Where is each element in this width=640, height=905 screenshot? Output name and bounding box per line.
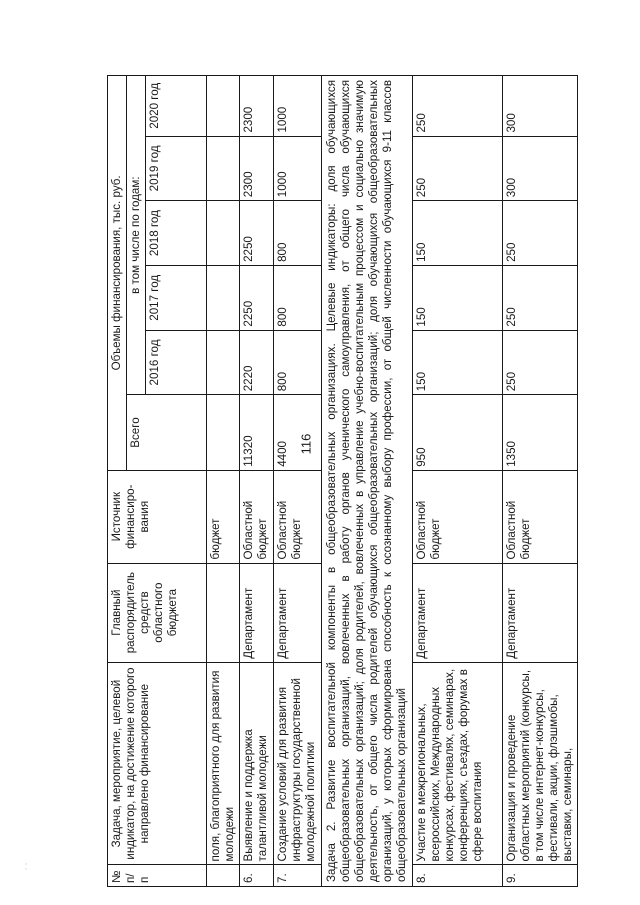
row-2020: 250 <box>413 76 503 137</box>
header-volume: Объемы финансирования, тыс. руб. <box>108 76 127 471</box>
header-year-2018: 2018 год <box>146 201 207 266</box>
row-total: 950 <box>413 395 503 470</box>
row-2020: 1000 <box>274 76 322 137</box>
row-distributor <box>207 563 240 662</box>
row-2018: 800 <box>274 201 322 266</box>
header-num: № п/п <box>108 865 207 887</box>
row-2019: 250 <box>413 136 503 201</box>
row-num <box>207 865 240 887</box>
row-source: Областной бюджет <box>503 470 578 563</box>
row-2018: 150 <box>413 201 503 266</box>
task-2-description: Задача 2. Развитие воспитательной компоненты в общеобразовательных организациях. Целевые индикаторы: доля обучающихся общеобразовательных организаций, вовлеченных в работу органов ученического самоуправления, от общего числа обучающихся общеобразовательных организаций; доля родителей, вовлеченных в управление учебно-воспитательным процессом и социально значимую деятельность, от общего числа родителей обучающихся общеобразовательных организаций; доля обучающихся общеобразовательных организаций, у которых сформирована способность к осознанному выбору профессии, от общей численности обучающихся 9-11 классов общеобразовательных организаций <box>322 76 413 887</box>
row-2019: 300 <box>503 136 578 201</box>
row-distributor: Департамент <box>240 563 274 662</box>
row-num: 9. <box>503 865 578 887</box>
row-num: 7. <box>274 865 322 887</box>
header-source: Источник финансиро-вания <box>108 470 207 563</box>
row-total: 1350 <box>503 395 578 470</box>
row-2018 <box>207 201 240 266</box>
financing-table <box>107 75 578 887</box>
row-distributor: Департамент <box>503 563 578 662</box>
header-task: Задача, мероприятие, целевой индикатор, на достижение которого направлено финансирование <box>108 662 207 865</box>
row-num: 8. <box>413 865 503 887</box>
row-name: Выявление и поддержка талантливой молодежи <box>240 662 274 865</box>
row-total: 4400 <box>274 395 322 470</box>
row-name: Участие в межрегиональных, всероссийских, Международных конкурсах, фестивалях, семинарах, конференциях, съездах, форумах в сфере воспитания <box>413 662 503 865</box>
row-2017 <box>207 265 240 330</box>
row-name: Создание условий для развития инфраструктуры государственной молодежной политики <box>274 662 322 865</box>
row-source: бюджет <box>207 470 240 563</box>
row-2019: 2300 <box>240 136 274 201</box>
table-row <box>207 76 240 887</box>
table-row <box>274 76 322 887</box>
row-source: Областной бюджет <box>274 470 322 563</box>
row-2017: 250 <box>503 265 578 330</box>
row-total <box>207 395 240 470</box>
row-2017: 150 <box>413 265 503 330</box>
row-2017: 800 <box>274 265 322 330</box>
row-source: Областной бюджет <box>240 470 274 563</box>
row-source: Областной бюджет <box>413 470 503 563</box>
row-2016: 250 <box>503 330 578 395</box>
row-2016: 800 <box>274 330 322 395</box>
rotated-table-container <box>107 75 597 887</box>
header-year-2019: 2019 год <box>146 136 207 201</box>
row-2019 <box>207 136 240 201</box>
table-row <box>413 76 503 887</box>
row-name: поля, благоприятного для развития молодежи <box>207 662 240 865</box>
task-row <box>322 76 413 887</box>
row-num: 6. <box>240 865 274 887</box>
table-row <box>240 76 274 887</box>
header-total: Всего <box>127 395 207 470</box>
row-2019: 1000 <box>274 136 322 201</box>
row-2016: 150 <box>413 330 503 395</box>
scan-artifact: · · <box>21 862 31 871</box>
row-2020 <box>207 76 240 137</box>
row-2018: 2250 <box>240 201 274 266</box>
row-2016: 2220 <box>240 330 274 395</box>
row-name: Организация и проведение областных мероприятий (конкурсы, в том числе интернет-конкурсы, фестивали, акции, флэшмобы, выставки, семинары, <box>503 662 578 865</box>
header-by-years: в том числе по годам: <box>127 76 146 395</box>
row-total: 11320 <box>240 395 274 470</box>
table-row <box>503 76 578 887</box>
row-2020: 2300 <box>240 76 274 137</box>
page-number: 116 <box>298 433 314 455</box>
row-distributor: Департамент <box>413 563 503 662</box>
row-2020: 300 <box>503 76 578 137</box>
row-2016 <box>207 330 240 395</box>
header-year-2017: 2017 год <box>146 265 207 330</box>
row-distributor: Департамент <box>274 563 322 662</box>
header-distributor: Главный распорядитель средств областного бюджета <box>108 563 207 662</box>
row-2018: 250 <box>503 201 578 266</box>
header-year-2020: 2020 год <box>146 76 207 137</box>
row-2017: 2250 <box>240 265 274 330</box>
header-year-2016: 2016 год <box>146 330 207 395</box>
